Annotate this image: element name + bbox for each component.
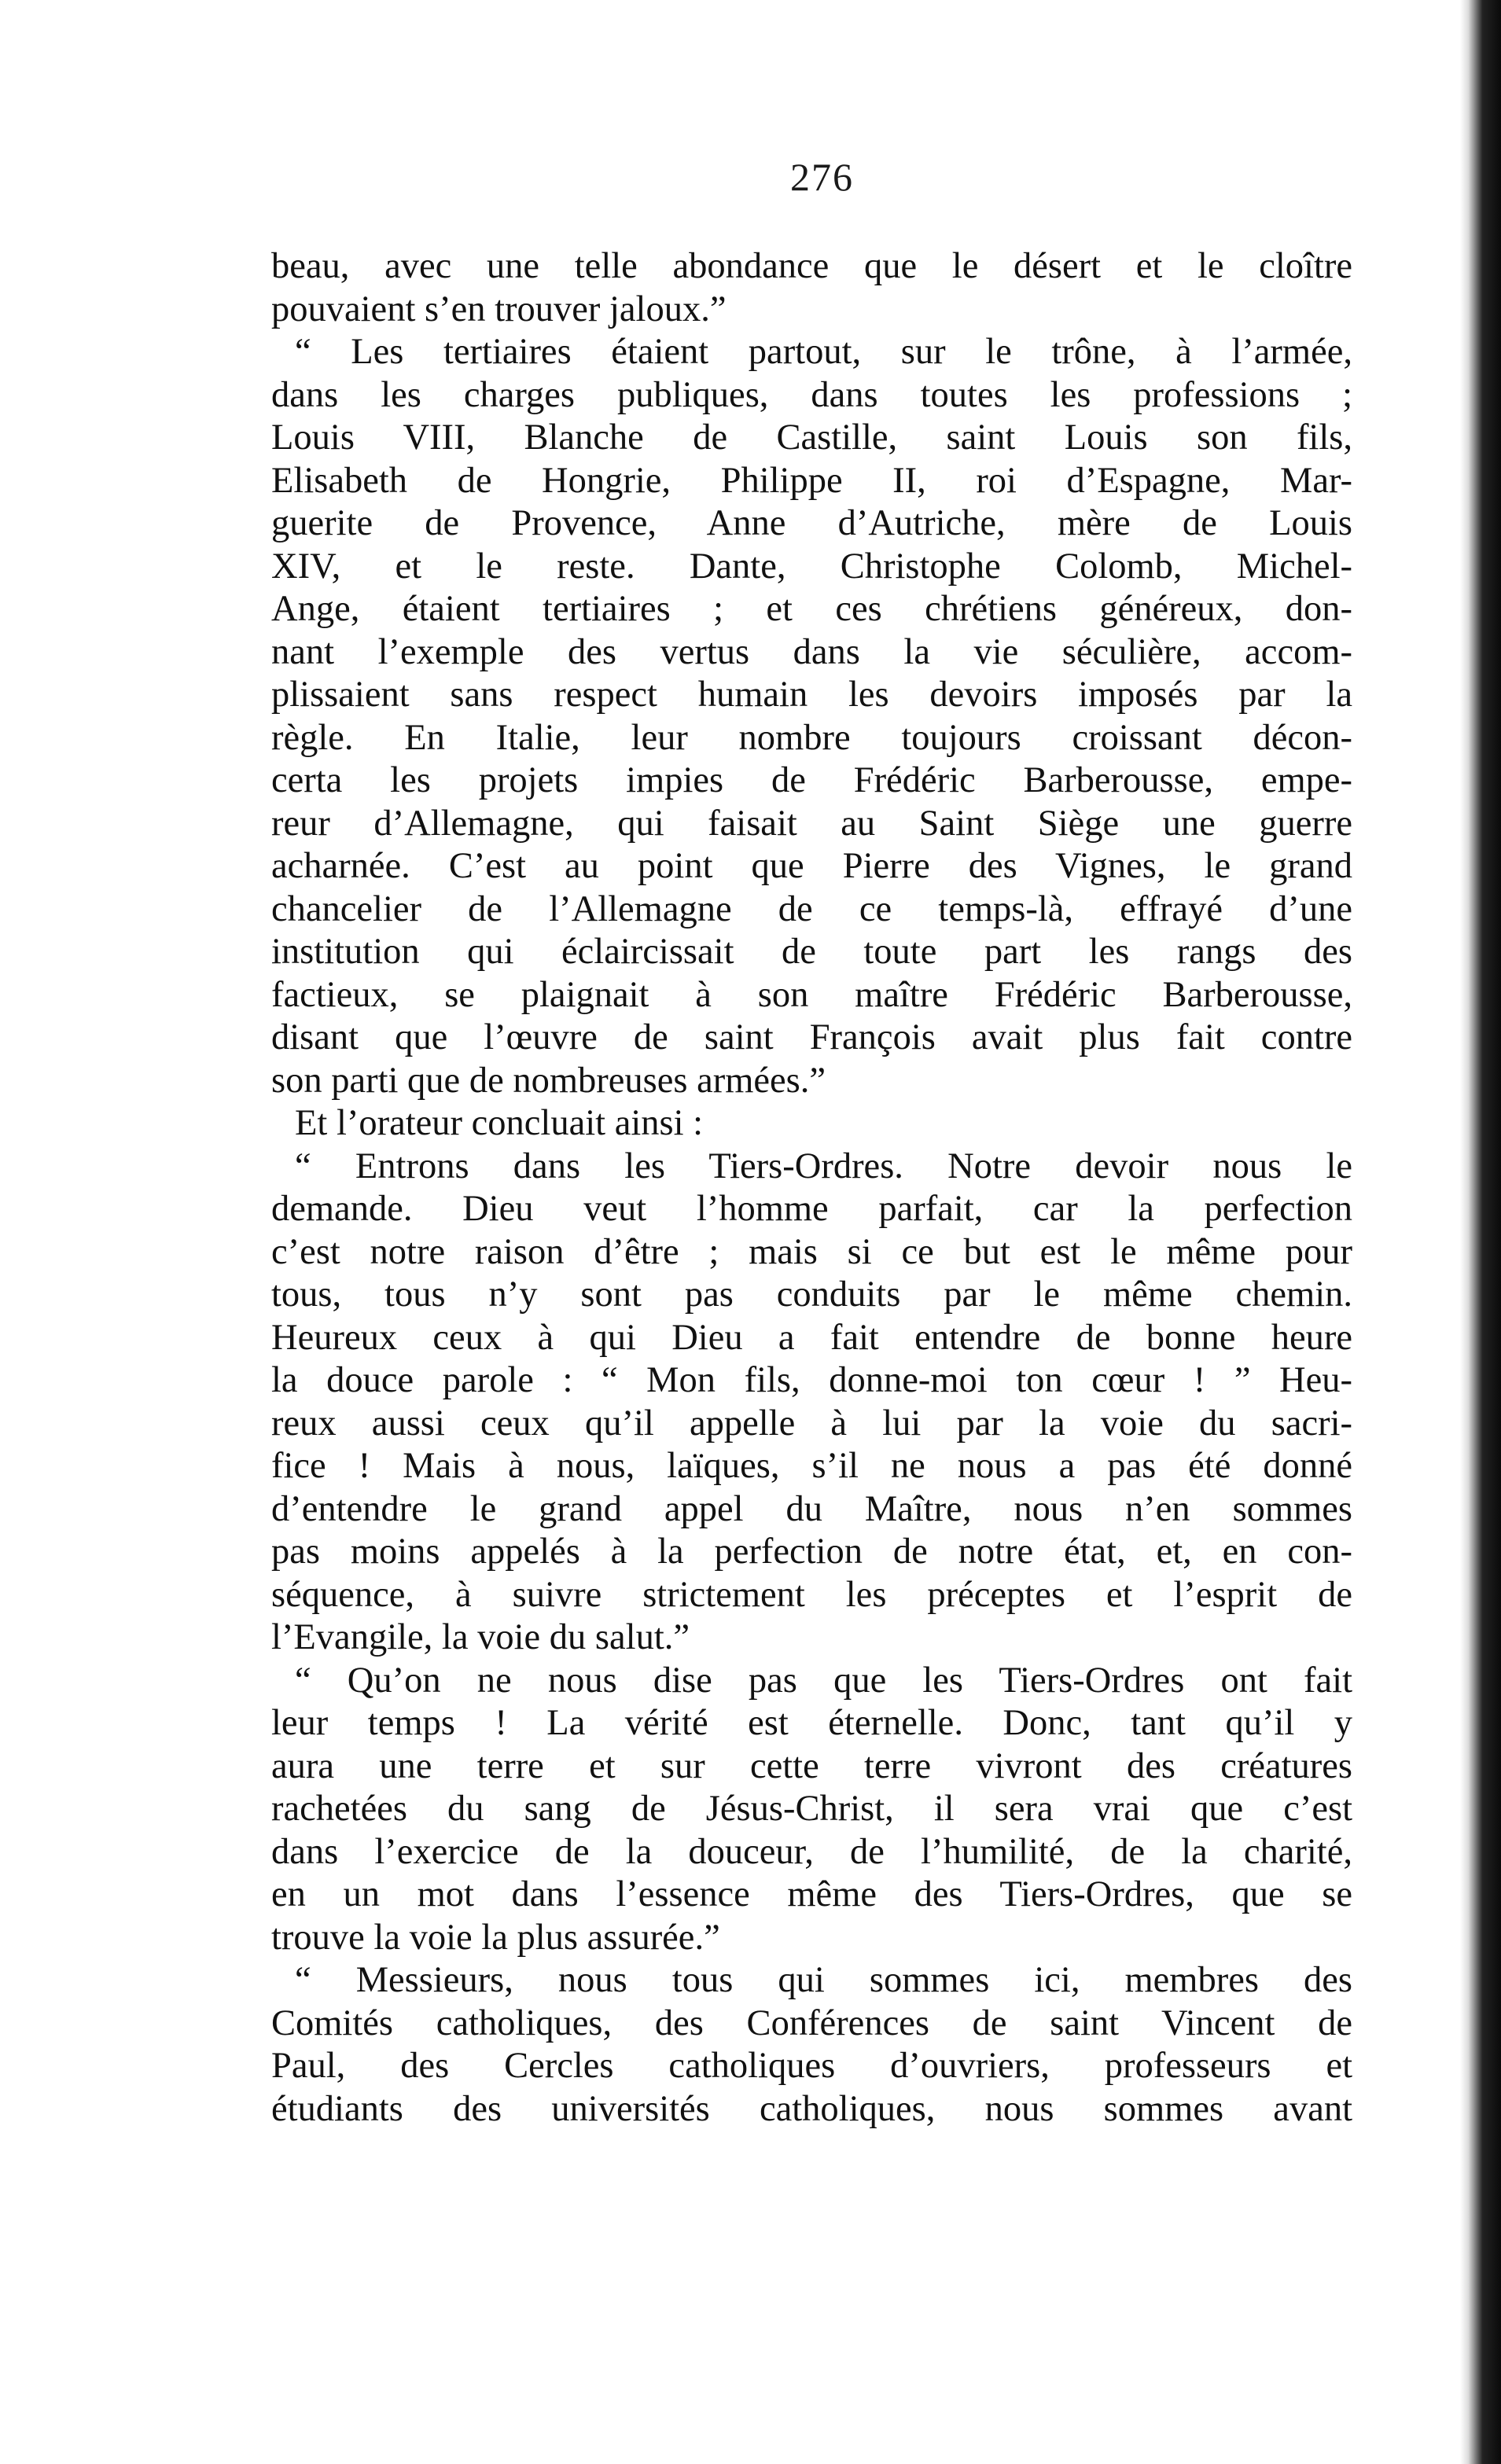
text-line: disant que l’œuvre de saint François avait plus fait contre [271,1017,1352,1057]
text-line: guerite de Provence, Anne d’Autriche, mère de Louis [271,503,1352,543]
text-line: Heureux ceux à qui Dieu a fait entendre de bonne heure [271,1317,1352,1358]
text-line: c’est notre raison d’être ; mais si ce but est le même pour [271,1231,1352,1272]
text-line: Paul, des Cercles catholiques d’ouvriers, professeurs et [271,2046,1352,2086]
text-line: règle. En Italie, leur nombre toujours croissant décon- [271,717,1352,758]
text-line: la douce parole : “ Mon fils, donne-moi ton cœur ! ” Heu- [271,1360,1352,1400]
text-line: Comités catholiques, des Conférences de saint Vincent de [271,2002,1352,2043]
text-line: d’entendre le grand appel du Maître, nous n’en sommes [271,1488,1352,1529]
text-line: tous, tous n’y sont pas conduits par le même chemin. [271,1274,1352,1315]
text-line: reux aussi ceux qu’il appelle à lui par la voie du sacri- [271,1403,1352,1443]
text-line: Et l’orateur concluait ainsi : [295,1103,704,1143]
text-line: en un mot dans l’essence même des Tiers-Ordres, que se [271,1874,1352,1914]
text-line: “ Qu’on ne nous dise pas que les Tiers-Ordres ont fait [295,1660,1352,1701]
text-line: “ Les tertiaires étaient partout, sur le trône, à l’armée, [295,332,1352,372]
text-line: aura une terre et sur cette terre vivront des créatures [271,1745,1352,1786]
text-line: “ Entrons dans les Tiers-Ordres. Notre devoir nous le [295,1146,1352,1186]
text-line: l’Evangile, la voie du salut.” [271,1617,690,1657]
text-line: beau, avec une telle abondance que le désert et le cloître [271,246,1352,286]
text-line: rachetées du sang de Jésus-Christ, il sera vrai que c’est [271,1789,1352,1829]
text-line: pas moins appelés à la perfection de notre état, et, en con- [271,1532,1352,1572]
text-line: Elisabeth de Hongrie, Philippe II, roi d’Espagne, Mar- [271,460,1352,501]
text-line: étudiants des universités catholiques, nous sommes avant [271,2088,1352,2129]
text-line: institution qui éclaircissait de toute part les rangs des [271,932,1352,972]
text-line: demande. Dieu veut l’homme parfait, car la perfection [271,1189,1352,1229]
text-line: factieux, se plaignait à son maître Frédéric Barberousse, [271,974,1352,1015]
text-line: pouvaient s’en trouver jaloux.” [271,289,727,329]
text-line: acharnée. C’est au point que Pierre des Vignes, le grand [271,846,1352,886]
text-line: Louis VIII, Blanche de Castille, saint Louis son fils, [271,417,1352,458]
text-line: fice ! Mais à nous, laïques, s’il ne nous a pas été donné [271,1446,1352,1486]
text-line: chancelier de l’Allemagne de ce temps-là, effrayé d’une [271,888,1352,929]
text-line: Ange, étaient tertiaires ; et ces chrétiens généreux, don- [271,589,1352,629]
text-line: séquence, à suivre strictement les préceptes et l’esprit de [271,1574,1352,1615]
text-line: certa les projets impies de Frédéric Barberousse, empe- [271,760,1352,800]
text-line: plissaient sans respect humain les devoirs imposés par la [271,675,1352,715]
text-line: XIV, et le reste. Dante, Christophe Colomb, Michel- [271,546,1352,587]
text-line: dans l’exercice de la douceur, de l’humilité, de la charité, [271,1831,1352,1872]
text-line: “ Messieurs, nous tous qui sommes ici, membres des [295,1960,1352,2000]
page-number: 276 [790,155,854,199]
text-line: dans les charges publiques, dans toutes les professions ; [271,374,1352,415]
text-line: nant l’exemple des vertus dans la vie séculière, accom- [271,631,1352,672]
scan-edge-shadow [1460,0,1501,2464]
text-line: son parti que de nombreuses armées.” [271,1060,826,1101]
text-line: trouve la voie la plus assurée.” [271,1917,720,1958]
text-line: leur temps ! La vérité est éternelle. Donc, tant qu’il y [271,1703,1352,1743]
text-line: reur d’Allemagne, qui faisait au Saint Siège une guerre [271,803,1352,844]
body-text [271,245,1352,2131]
